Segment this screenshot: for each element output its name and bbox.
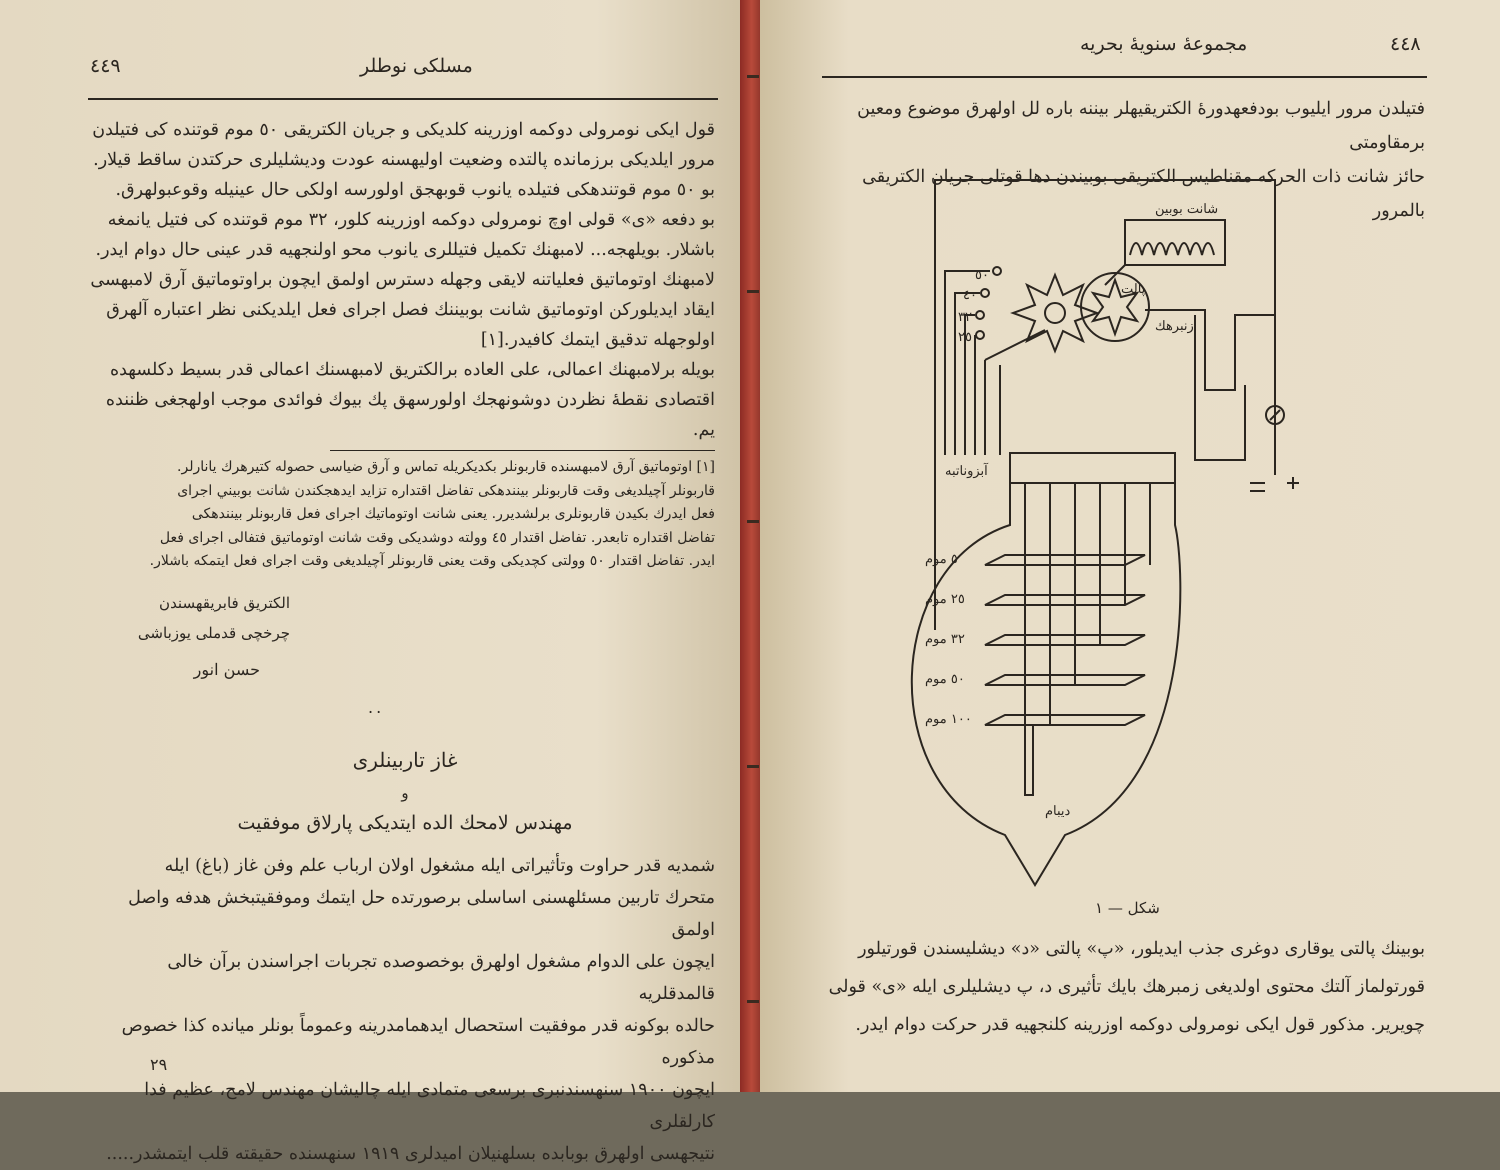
terminal-block xyxy=(1010,453,1175,483)
paragraph-line: فتيلدن مرور ايليوب بودفعهدورهٔ الكتريقيهلر بيننه باره لل اولهرق موضوع ومعين برمقاومتى xyxy=(857,99,1425,153)
page-number: ٤٤٨ xyxy=(1390,33,1421,55)
binding-stitch xyxy=(747,765,759,768)
footnote-line: [١] اوتوماتيق آرق لامبهسنده قاربونلر بكديكريله تماس و آرق ضياسى حصوله كتيرهرك يانارلر. xyxy=(177,459,715,475)
page-number: ٤٤٩ xyxy=(90,55,121,77)
binding-stitch xyxy=(747,75,759,78)
contact-label: ٤٠ xyxy=(963,288,977,303)
paragraph-line: ايقاد ايديلوركن اوتوماتيق شانت بوبيننك فصل اجراى فعل ايلديكنى نظر اعتباره آلهرق xyxy=(106,300,715,320)
header-rule xyxy=(822,76,1427,78)
article-title: غاز تاربينلرى xyxy=(352,748,458,772)
binding-stitch xyxy=(747,520,759,523)
paragraph-line: بو دفعه «ى» قولى اوچ نومرولى دوكمه اوزرينه كلور، ٣٢ موم قوتنده كى فتيل يانمغه xyxy=(107,210,715,230)
paragraph-line: چويرير. مذكور قول ايكى نومرولى دوكمه اوزرينه كلنجهيه قدر حركت دوام ايدر. xyxy=(855,1015,1425,1035)
article-line: حالده بوكونه قدر موفقيت استحصال ايدهمامدرينه وعموماً بونلر ميانده كذا خصوص مذكوره xyxy=(121,1016,715,1068)
paragraph-line: بوبينك پالتى يوقارى دوغرى جذب ايديلور، «پ» پالتى «د» ديشليسندن قورتيلور xyxy=(858,939,1425,959)
binding-stitch xyxy=(747,1000,759,1003)
right-page xyxy=(760,0,1500,1092)
signature-line-2: چرخچى قدملى يوزباشى xyxy=(137,624,290,642)
paragraph-line: قول ايكى نومرولى دوكمه اوزرينه كلديكى و جريان الكتريقى ٥٠ موم قوتنده كى فتيلدن xyxy=(92,120,715,140)
switch-arm xyxy=(985,330,1045,360)
spring-label: زنبرهك xyxy=(1155,319,1194,334)
lamp-row-label: ٥٠ موم xyxy=(925,672,965,687)
left-body-text xyxy=(90,115,715,445)
article-line: شمديه قدر حراوت وتأثيراتى ايله مشغول اولان ارباب علم وفن غاز (باغ) ايله xyxy=(164,856,715,876)
lamp-row-label: ٥ موم xyxy=(925,552,958,567)
article-line: متحرك تاربين مسئلهسنى اساسلى برصورتده حل ايتمك وموفقيتبخش هدفه واصل اولمق xyxy=(128,888,715,940)
running-title: مسلكى نوطلر xyxy=(360,55,473,77)
lamp-stem xyxy=(1025,725,1033,795)
paragraph-line: بو ٥٠ موم قوتندهكى فتيلده يانوب قوبهجق اولورسه اولكى حال عينيله وقوعبولهرق. xyxy=(115,180,715,200)
article-body xyxy=(90,850,715,1170)
paragraph-line: اقتصادى نقطهٔ نظردن دوشونهجك اولورسهق پك بيوك فوائدى موجب اولهجغى ظننده يم. xyxy=(105,390,715,440)
footnote xyxy=(90,456,715,574)
paragraph-line: باشلار. بويلهجه... لامبهنك تكميل فتيللرى يانوب محو اولنجهيه قدر عينى حال دوام ايدر. xyxy=(95,240,715,260)
article-line: ايچون ١٩٠٠ سنهسندنبرى برسعى متمادى ايله چاليشان مهندس لامح، عظيم فدا كارلقلرى xyxy=(144,1080,715,1132)
article-subtitle: مهندس لامحك الده ايتديكى پارلاق موفقيت xyxy=(237,812,573,834)
circuit-diagram xyxy=(825,165,1425,920)
footnote-line: ايدر. تفاضل اقتدار ٥٠ وولتى كچديكى وقت يعنى قاربونلر آچيلديغى وقت اجراى فعل ايتمكه باشلار. xyxy=(149,553,715,569)
footnote-line: قاربونلر آچيلديغى وقت قاربونلر بينندهكى تفاضل اقتداره تزايد ايدهجكندن شانت بوبيني اجراى xyxy=(177,482,715,499)
footnote-line: تفاضل اقتداره تابعدر. تفاضل اقتدار ٤٥ وولته دوشديكى وقت شانت اوتوماتيق فتفالى اجراى فعل xyxy=(159,529,715,546)
circuit-diagram-figure xyxy=(825,165,1425,920)
contact-label: ٢٥ xyxy=(958,330,972,345)
running-title: مجموعهٔ سنويهٔ بحريه xyxy=(1080,33,1248,55)
left-page xyxy=(0,0,746,1164)
pawl-label: پالت xyxy=(1121,282,1146,297)
paragraph-line: بويله برلامبهنك اعمالى، على العاده برالكتريق لامبهسنك اعمالى قدر بسيط دكلسهده xyxy=(109,360,715,380)
lamp-row-label: ١٠٠ موم xyxy=(925,712,972,727)
terminal-block-label: آبزوناتبه xyxy=(945,464,988,479)
article-line: نتيجهسى اولهرق بوبابده بسلهنيلان اميدلرى ١٩١٩ سنهسنده حقيقته قلب ايتمشدر..... xyxy=(106,1144,715,1164)
lamp-row-label: ٣٢ موم xyxy=(925,632,965,647)
article-line: ايچون على الدوام مشغول اولهرق بوخصوصده تجربات اجراسندن برآن خالى قالمدقلريه xyxy=(167,952,715,1004)
paragraph-line: حائز شانت ذات الحركه مقناطيس الكتريقى بوبيندن دها قوتلى جريان الكتريقى بالمرور xyxy=(862,167,1425,221)
lamp-row-label: ٢٥ موم xyxy=(925,592,965,607)
footnote-line: فعل ايدرك بكيدن قاربونلرى برلشديرر. يعنى شانت اوتوماتيك اجراى فعل قاربونلر بينندهكى xyxy=(191,506,715,522)
right-outro-text xyxy=(825,930,1425,1044)
base-label: ديبام xyxy=(1045,804,1071,819)
coil-label: شانت بوبين xyxy=(1155,202,1219,217)
paragraph-line: قورتولماز آلتك محتوى اولديغى زمبرهك بايك تأثيرى د، پ ديشليلرى ايله «ى» قولى xyxy=(828,977,1425,997)
shunt-coil-housing xyxy=(1125,220,1225,265)
section-separator: .. xyxy=(368,698,385,717)
binding-stitch xyxy=(747,290,759,293)
paragraph-line: لامبهنك اوتوماتيق فعلياتنه لايقى وجهله دسترس اولمق ايچون براوتوماتيق آرق لامبهسى xyxy=(90,270,715,290)
signature-name: حسن انور xyxy=(193,660,260,679)
paragraph-line: اولوجهله تدقيق ايتمك كافيدر.[١] xyxy=(480,330,715,350)
article-conjunction: و xyxy=(401,784,409,802)
header-rule xyxy=(88,98,718,100)
footnote-rule xyxy=(330,450,715,451)
figure-caption: شكل — ١ xyxy=(1095,899,1160,917)
signature-line-1: الكتريق فابريقهسندن xyxy=(159,594,290,612)
paragraph-line: مرور ايلديكى برزمانده پالتده وضعيت اوليهسنه عودت وديشليلرى حركتدن ساقط قيلار. xyxy=(93,150,715,170)
footer-page-number: ٢٩ xyxy=(150,1055,168,1074)
contact-label: ٣٢ xyxy=(958,310,972,325)
shunt-coil xyxy=(1130,243,1214,255)
contact-label: ٥٠ xyxy=(975,268,989,283)
